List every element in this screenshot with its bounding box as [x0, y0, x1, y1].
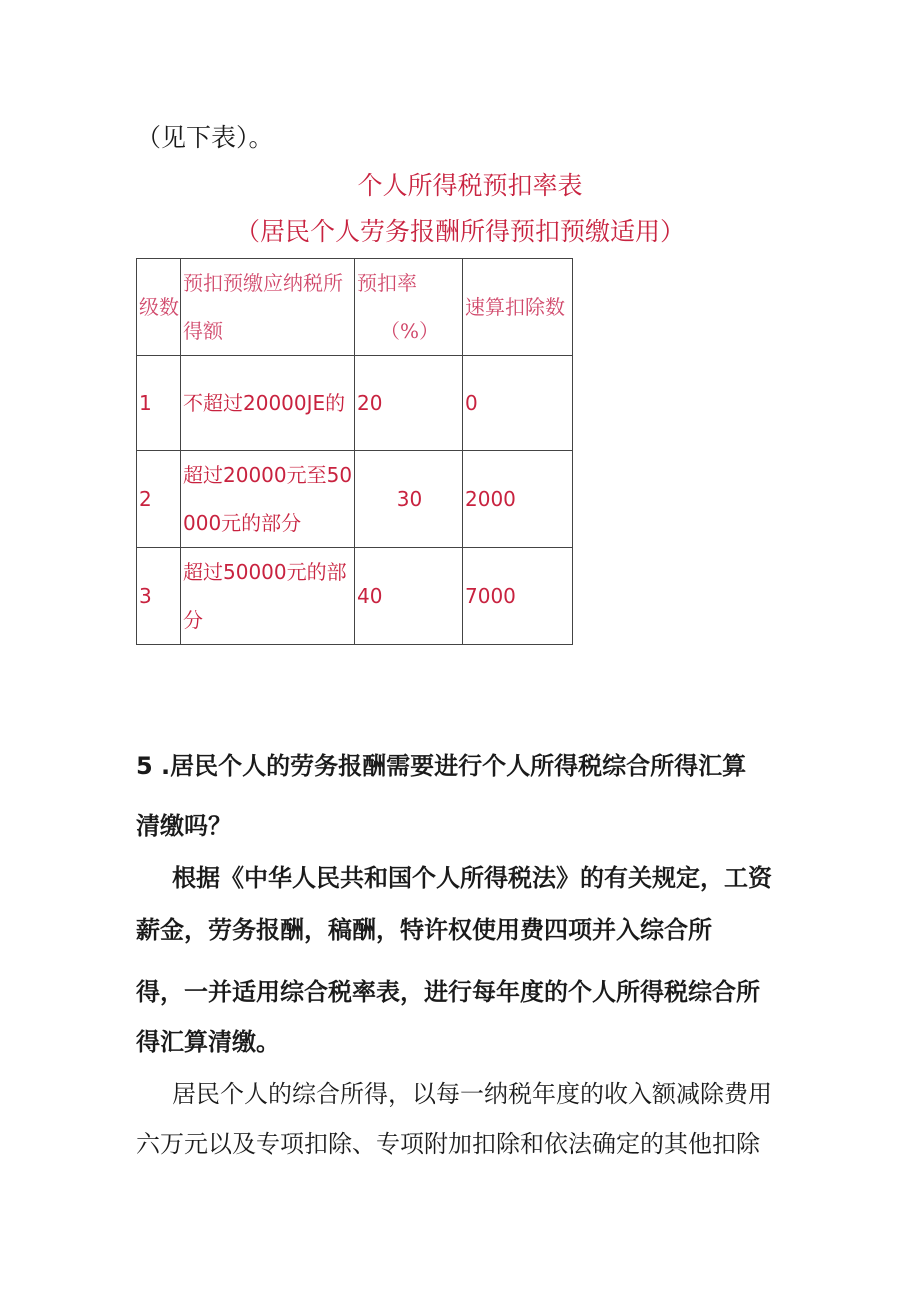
row-rate: 40 — [355, 548, 463, 645]
row-deduction: 0 — [463, 356, 573, 451]
intro-text: （见下表）。 — [136, 123, 274, 152]
header-rate: 预扣率 （%） — [355, 259, 463, 356]
answer-bold-line-1: 根据《中华人民共和国个人所得税法》的有关规定，工资 — [172, 864, 772, 892]
row-level: 2 — [137, 451, 181, 548]
question-line-2: 清缴吗？ — [136, 812, 232, 840]
withholding-rate-table — [136, 258, 573, 645]
answer-bold-line-4: 得汇算清缴。 — [136, 1028, 280, 1056]
row-range: 超过50000元的部分 — [181, 548, 355, 645]
row-range: 超过20000元至50000元的部分 — [181, 451, 355, 548]
header-level: 级数 — [137, 259, 181, 356]
table-subtitle: （居民个人劳务报酬所得预扣预缴适用） — [234, 217, 685, 246]
header-rate-unit: （%） — [379, 319, 439, 343]
row-rate: 20 — [355, 356, 463, 451]
header-deduction: 速算扣除数 — [463, 259, 573, 356]
header-range: 预扣预缴应纳税所得额 — [181, 259, 355, 356]
row-rate: 30 — [355, 451, 463, 548]
answer-line-1: 居民个人的综合所得，以每一纳税年度的收入额减除费用 — [172, 1080, 772, 1108]
answer-line-2: 六万元以及专项扣除、专项附加扣除和依法确定的其他扣除 — [136, 1130, 760, 1158]
answer-bold-line-2: 薪金，劳务报酬，稿酬，特许权使用费四项并入综合所 — [136, 916, 712, 944]
row-range: 不超过20000JE的 — [181, 356, 355, 451]
row-deduction: 7000 — [463, 548, 573, 645]
row-level: 3 — [137, 548, 181, 645]
table-row — [137, 356, 573, 451]
table-row — [137, 548, 573, 645]
question-line-1: 5 .居民个人的劳务报酬需要进行个人所得税综合所得汇算 — [136, 752, 747, 780]
row-deduction: 2000 — [463, 451, 573, 548]
answer-bold-line-3: 得，一并适用综合税率表，进行每年度的个人所得税综合所 — [136, 978, 760, 1006]
table-title: 个人所得税预扣率表 — [357, 171, 583, 200]
table-row — [137, 451, 573, 548]
table-header-row — [137, 259, 573, 356]
row-level: 1 — [137, 356, 181, 451]
